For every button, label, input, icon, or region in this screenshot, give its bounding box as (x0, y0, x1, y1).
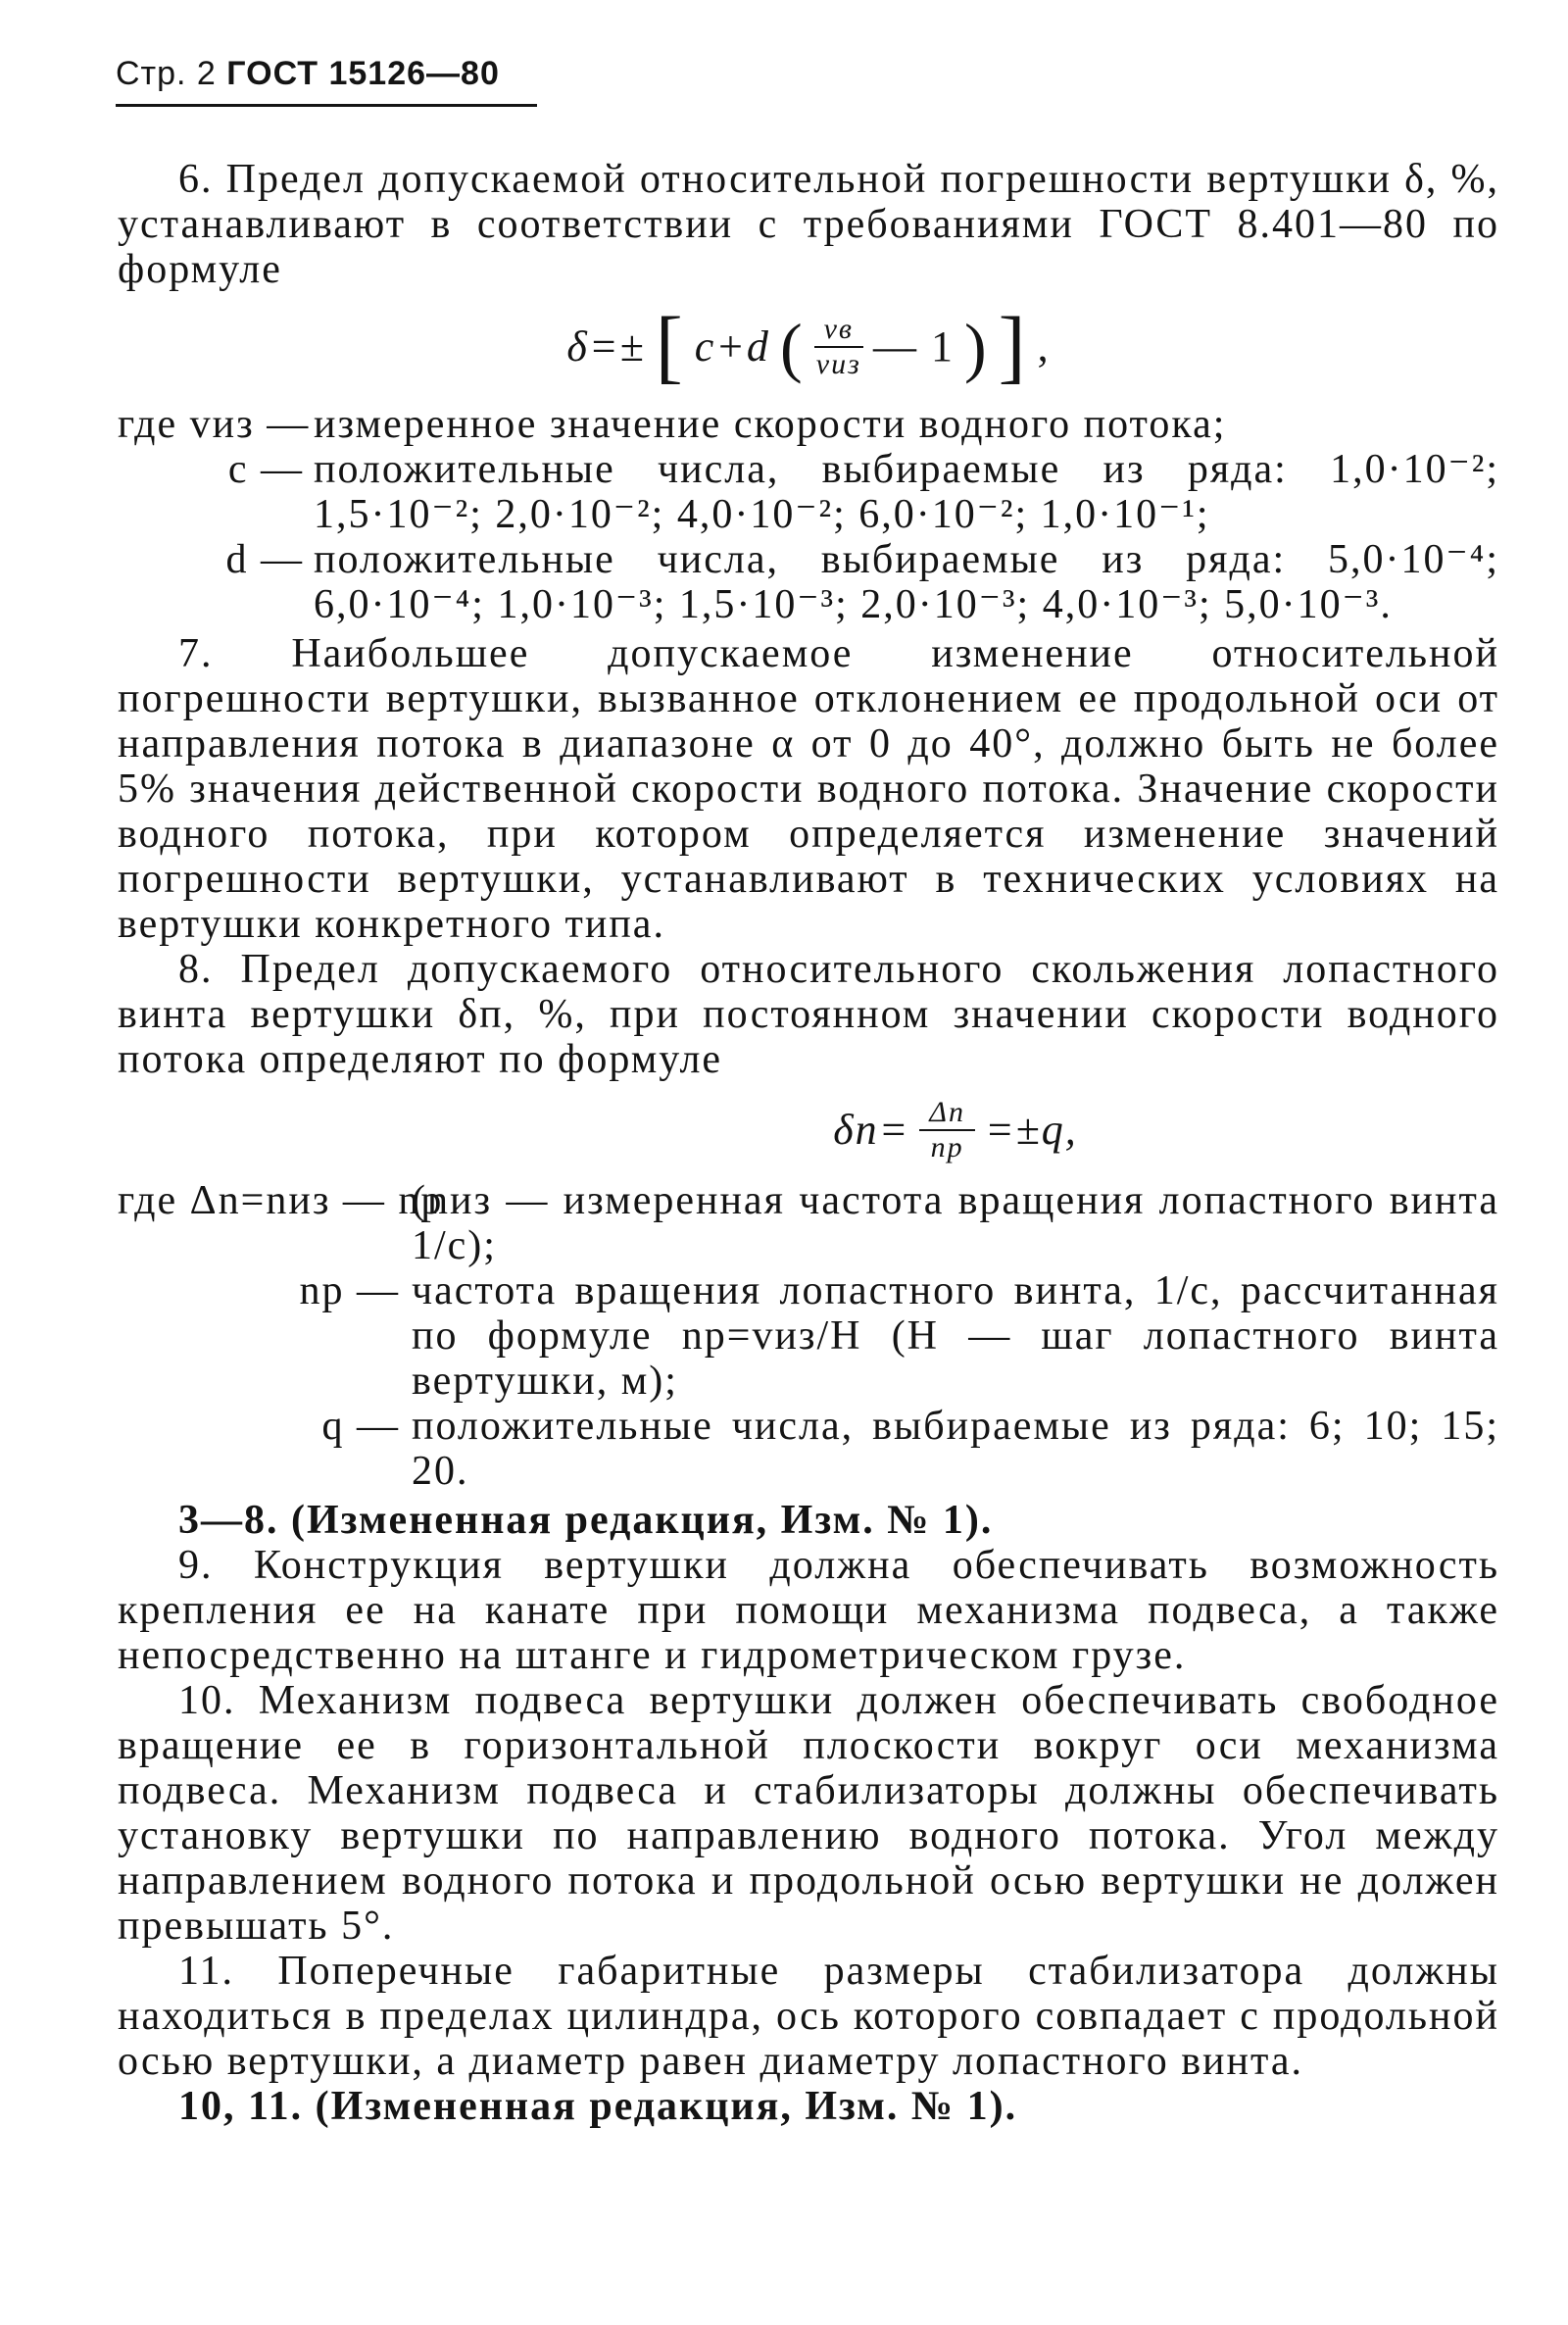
item-9: 9. Конструкция вертушки должна обеспечивать возможность крепления ее на канате при помощи механизма подвеса, а также непосредственно на штанге и гидрометрическом грузе. (118, 1543, 1499, 1678)
formula-delta-minus-one: — 1 (872, 322, 955, 371)
paren-open: ( (779, 310, 805, 384)
bracket-open: [ (655, 301, 685, 392)
page-header (116, 55, 500, 93)
formula-slip-fraction (919, 1096, 975, 1164)
definition-body: (nиз — измеренная частота вращения лопастного винта 1/с); (412, 1178, 1499, 1268)
item-6: 6. Предел допускаемой относительной погрешности вертушки δ, %, устанавливают в соответствии с требованиями ГОСТ 8.401—80 по формуле (118, 157, 1499, 292)
fraction-denominator: vиз (815, 348, 861, 380)
page-number: Стр. 2 (116, 55, 217, 92)
item-11: 11. Поперечные габаритные размеры стабилизатора должны находиться в пределах цилиндра, ось которого совпадает с продольной осью вертушки, а диаметр равен диаметру лопастного винта. (118, 1949, 1499, 2084)
definition-row (118, 402, 1499, 447)
fraction-denominator: nр (930, 1131, 964, 1163)
formula-delta-fraction (814, 313, 863, 381)
formula-slip-lhs: δп= (833, 1106, 910, 1154)
definition-body: положительные числа, выбираемые из ряда: 6; 10; 15; 20. (412, 1404, 1499, 1494)
item-8-definitions (118, 1178, 1499, 1494)
formula-delta-cd: c+d (694, 322, 770, 371)
definition-body: измеренное значение скорости водного потока; (314, 402, 1227, 447)
definition-row (118, 447, 1499, 537)
definition-row (118, 1178, 1499, 1268)
formula-slip (412, 1096, 1499, 1164)
item-7: 7. Наибольшее допускаемое изменение относительной погрешности вертушки, вызванное отклонением ее продольной оси от направления потока в диапазоне α от 0 до 40°, должно быть не более 5% значения действенной скорости водного потока. Значение скорости водного потока, при котором определяется изменение значений погрешности вертушки, устанавливают в технических условиях на вертушки конкретного типа. (118, 631, 1499, 947)
change-note-10-11: 10, 11. (Измененная редакция, Изм. № 1). (178, 2084, 1018, 2129)
formula-delta-tail: , (1037, 322, 1051, 371)
definition-term: где Δn=nиз — nр (118, 1178, 444, 1223)
definition-row (118, 537, 1499, 627)
item-8: 8. Предел допускаемого относительного скольжения лопастного винта вертушки δп, %, при постоянном значении скорости водного потока определяют по формуле (118, 947, 1499, 1082)
definition-body: частота вращения лопастного винта, 1/с, рассчитанная по формуле nр=vиз/H (H — шаг лопастного винта вертушки, м); (412, 1268, 1499, 1404)
definition-term: где vиз — (118, 402, 311, 447)
definition-row (118, 1404, 1499, 1494)
formula-delta-lhs: δ=± (566, 322, 646, 371)
definition-term: nр — (299, 1268, 400, 1313)
change-note-3-8: 3—8. (Измененная редакция, Изм. № 1). (178, 1498, 994, 1543)
item-10: 10. Механизм подвеса вертушки должен обеспечивать свободное вращение ее в горизонтальной плоскости вокруг оси механизма подвеса. Механизм подвеса и стабилизаторы должны обеспечивать установку вертушки по направлению водного потока. Угол между направлением водного потока и продольной осью вертушки не должен превышать 5°. (118, 1678, 1499, 1949)
fraction-numerator: vв (814, 313, 863, 348)
formula-slip-rhs: =±q, (984, 1106, 1078, 1154)
fraction-numerator: Δn (919, 1096, 975, 1131)
header-rule (116, 104, 537, 107)
definition-row (118, 1268, 1499, 1404)
definition-term: q — (321, 1404, 400, 1449)
paren-close: ) (963, 310, 989, 384)
bracket-close: ] (998, 301, 1028, 392)
formula-delta (118, 301, 1499, 392)
standard-number: ГОСТ 15126—80 (226, 55, 500, 92)
definition-term: d — (225, 537, 304, 582)
document-body (118, 157, 1499, 2129)
definition-term: c — (227, 447, 304, 492)
definition-body: положительные числа, выбираемые из ряда: 5,0·10⁻⁴; 6,0·10⁻⁴; 1,0·10⁻³; 1,5·10⁻³; 2,0·10⁻³; 4,0·10⁻³; 5,0·10⁻³. (314, 537, 1499, 627)
item-6-definitions (118, 402, 1499, 627)
definition-body: положительные числа, выбираемые из ряда: 1,0·10⁻²; 1,5·10⁻²; 2,0·10⁻²; 4,0·10⁻²; 6,0·10⁻²; 1,0·10⁻¹; (314, 447, 1499, 537)
